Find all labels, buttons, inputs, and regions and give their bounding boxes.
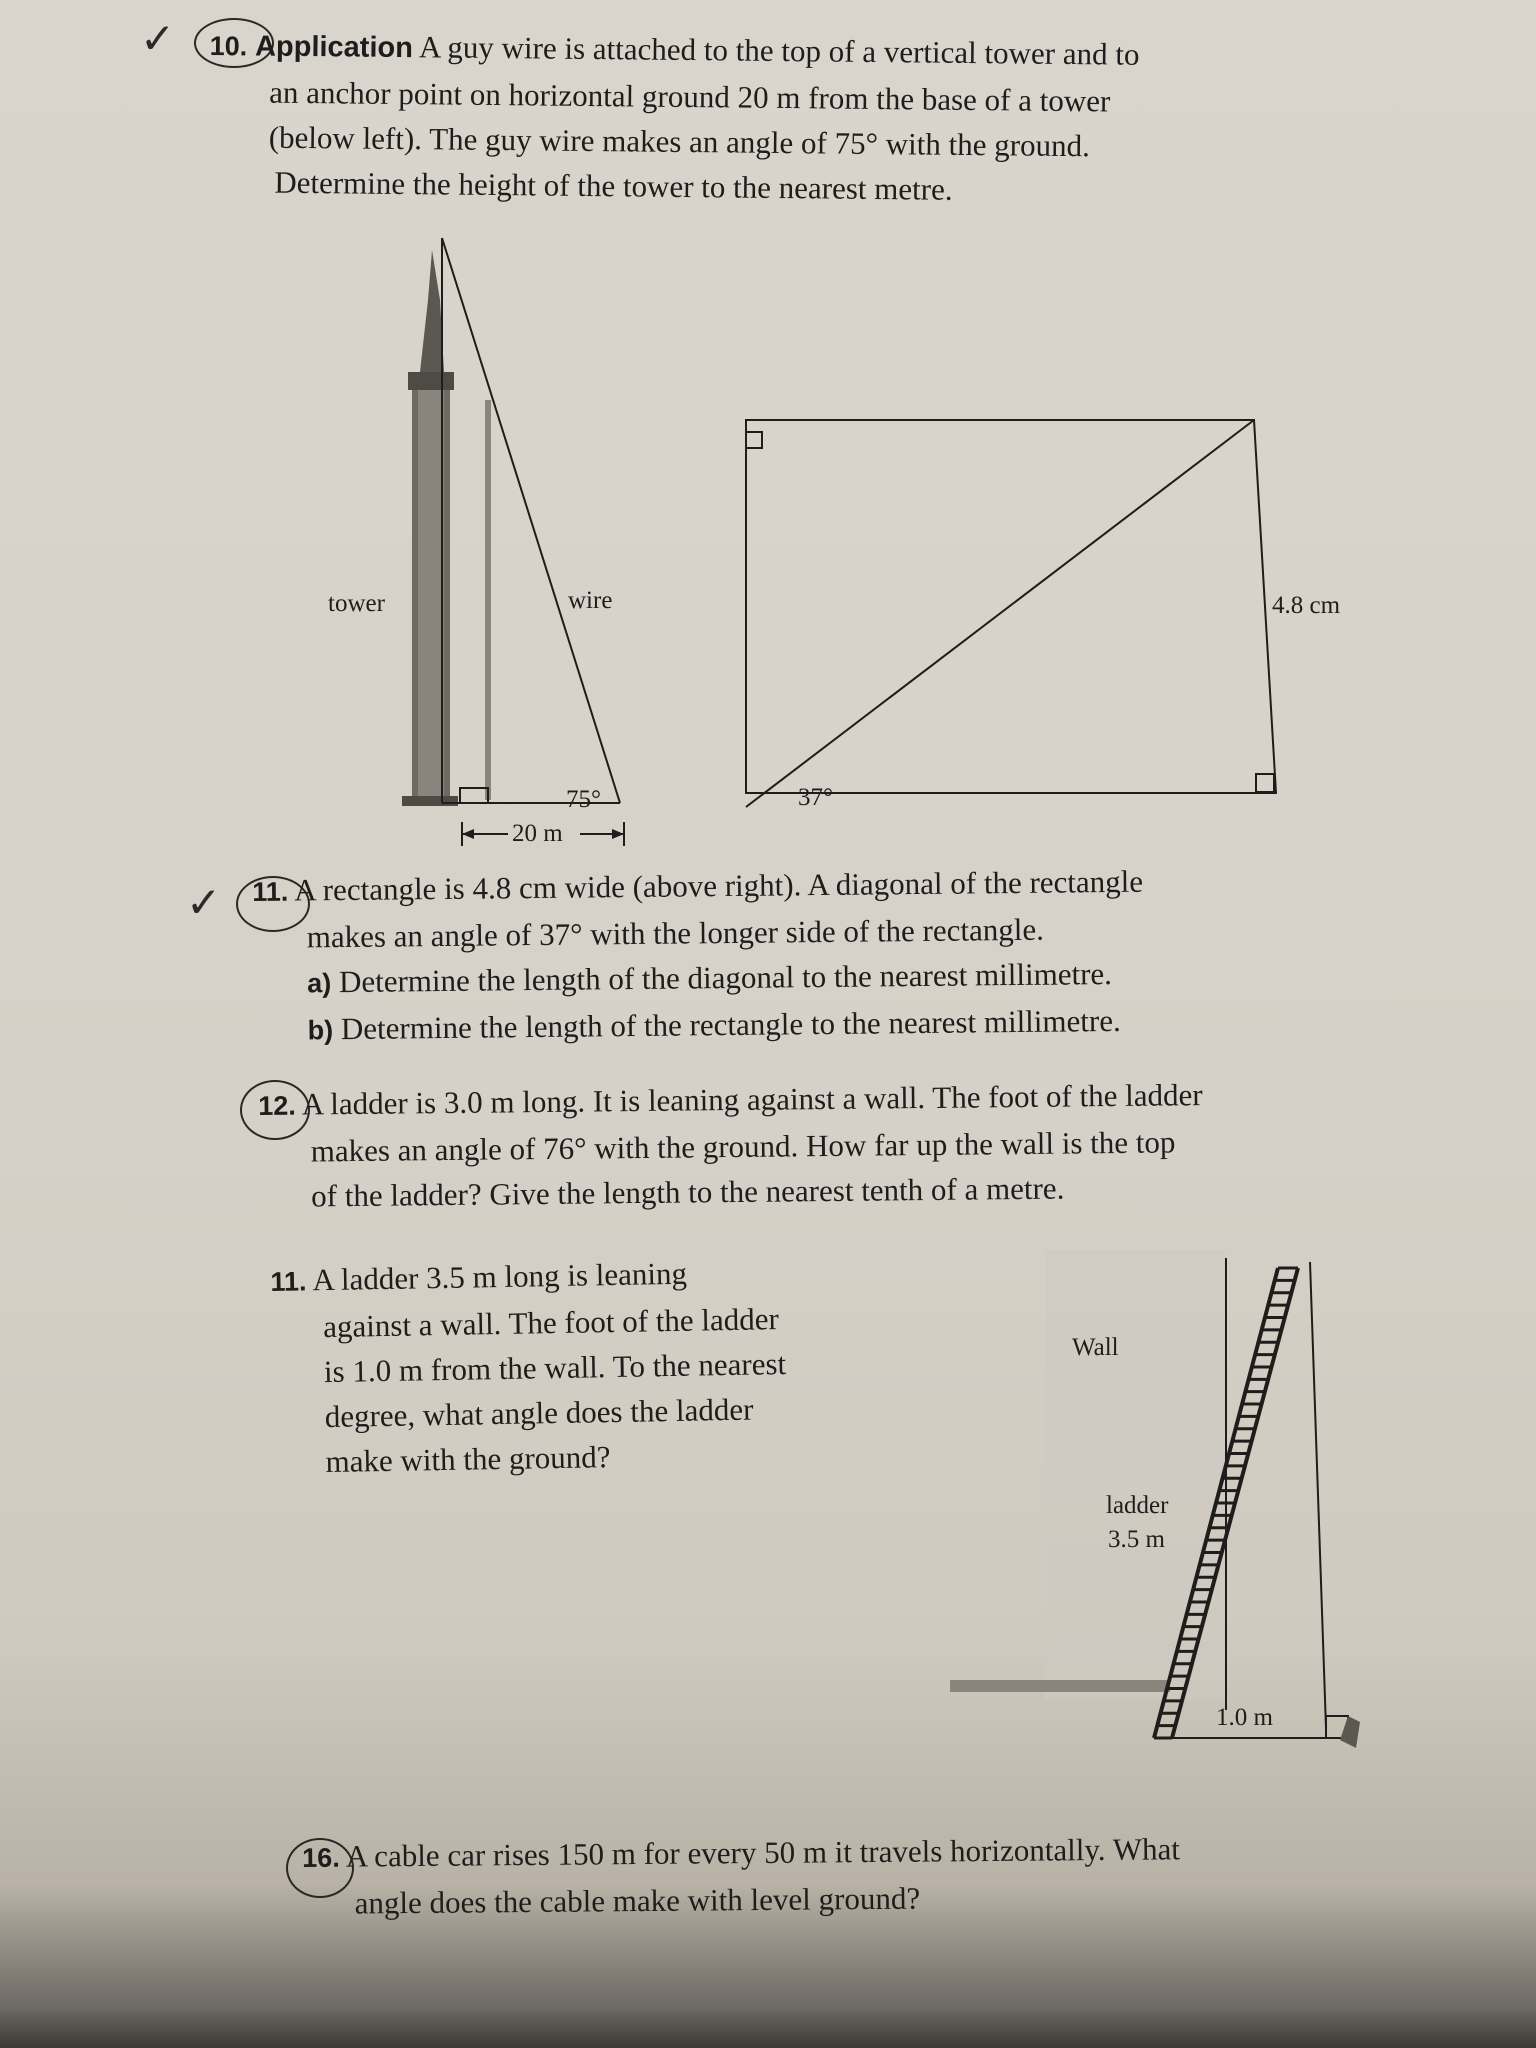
problem-number: 10. bbox=[209, 30, 248, 62]
problem-text-line: (below left). The guy wire makes an angle of 75° with the ground. bbox=[268, 119, 1090, 164]
wire-label: wire bbox=[568, 587, 613, 614]
wire-line bbox=[442, 238, 620, 803]
ladder-label: ladder bbox=[1106, 1492, 1169, 1519]
diagonal-line bbox=[746, 420, 1254, 807]
problem-text-line: Determine the height of the tower to the nearest metre. bbox=[274, 164, 953, 207]
problem-12 bbox=[258, 1072, 1204, 1219]
problem-number: 11. bbox=[252, 876, 289, 907]
problem-text-line: A cable car rises 150 m for every 50 m it travels horizontally. What bbox=[345, 1831, 1181, 1874]
problem-16 bbox=[302, 1826, 1181, 1926]
problem-text-line: A ladder is 3.0 m long. It is leaning against a wall. The foot of the ladder bbox=[301, 1077, 1203, 1122]
problem-text-line: makes an angle of 76° with the ground. How far up the wall is the top bbox=[310, 1124, 1176, 1169]
problem-number: 12. bbox=[258, 1090, 296, 1121]
base-1m-label: 1.0 m bbox=[1216, 1704, 1273, 1731]
application-tag: Application bbox=[254, 30, 414, 65]
problem-text-line: an anchor point on horizontal ground 20 m from the base of a tower bbox=[269, 74, 1111, 119]
problem-text-line: makes an angle of 37° with the longer side of the rectangle. bbox=[306, 911, 1045, 955]
right-angle-marker bbox=[1256, 774, 1274, 792]
problem-number: 16. bbox=[302, 1842, 340, 1873]
rectangle-outline bbox=[746, 420, 1276, 793]
problem-text-line: is 1.0 m from the wall. To the nearest bbox=[323, 1346, 787, 1390]
problem-text-line: A ladder 3.5 m long is leaning bbox=[312, 1255, 688, 1298]
width-4-8cm-label: 4.8 cm bbox=[1272, 592, 1341, 619]
problem-11-rectangle bbox=[252, 859, 1145, 1054]
problem-text-line: A guy wire is attached to the top of a vertical tower and to bbox=[418, 29, 1140, 72]
problem-text-line: A rectangle is 4.8 cm wide (above right). A diagonal of the rectangle bbox=[294, 863, 1144, 908]
problem-text-line: of the ladder? Give the length to the nearest tenth of a metre. bbox=[311, 1170, 1065, 1214]
problem-11-ladder bbox=[270, 1249, 788, 1485]
part-b-text: Determine the length of the rectangle to the nearest millimetre. bbox=[340, 1002, 1121, 1047]
problem-text-line: degree, what angle does the ladder bbox=[324, 1391, 754, 1435]
problem-number: 11. bbox=[270, 1266, 307, 1297]
tower-figure bbox=[402, 238, 624, 846]
tower-label: tower bbox=[328, 590, 385, 617]
wall-label: Wall bbox=[1072, 1334, 1119, 1361]
wall-edge bbox=[1310, 1262, 1326, 1728]
ground-strip bbox=[950, 1680, 1170, 1692]
problem-text-line: against a wall. The foot of the ladder bbox=[322, 1301, 780, 1345]
checkmark-icon: ✓ bbox=[186, 878, 222, 927]
checkmark-icon: ✓ bbox=[140, 14, 176, 63]
angle-75-label: 75° bbox=[566, 786, 601, 813]
part-a-text: Determine the length of the diagonal to the nearest millimetre. bbox=[338, 956, 1113, 1000]
right-angle-marker bbox=[746, 432, 762, 448]
problem-text-line: make with the ground? bbox=[325, 1439, 611, 1480]
rectangle-figure bbox=[746, 420, 1276, 807]
base-20m-label: 20 m bbox=[512, 820, 563, 847]
right-angle-marker bbox=[460, 788, 488, 803]
angle-37-label: 37° bbox=[798, 784, 833, 811]
problem-text-line: angle does the cable make with level ground? bbox=[354, 1880, 921, 1921]
part-b-label: b) bbox=[307, 1015, 334, 1046]
wall-shading bbox=[1045, 1250, 1225, 1700]
part-a-label: a) bbox=[307, 968, 332, 999]
ladder-length-label: 3.5 m bbox=[1108, 1526, 1165, 1553]
